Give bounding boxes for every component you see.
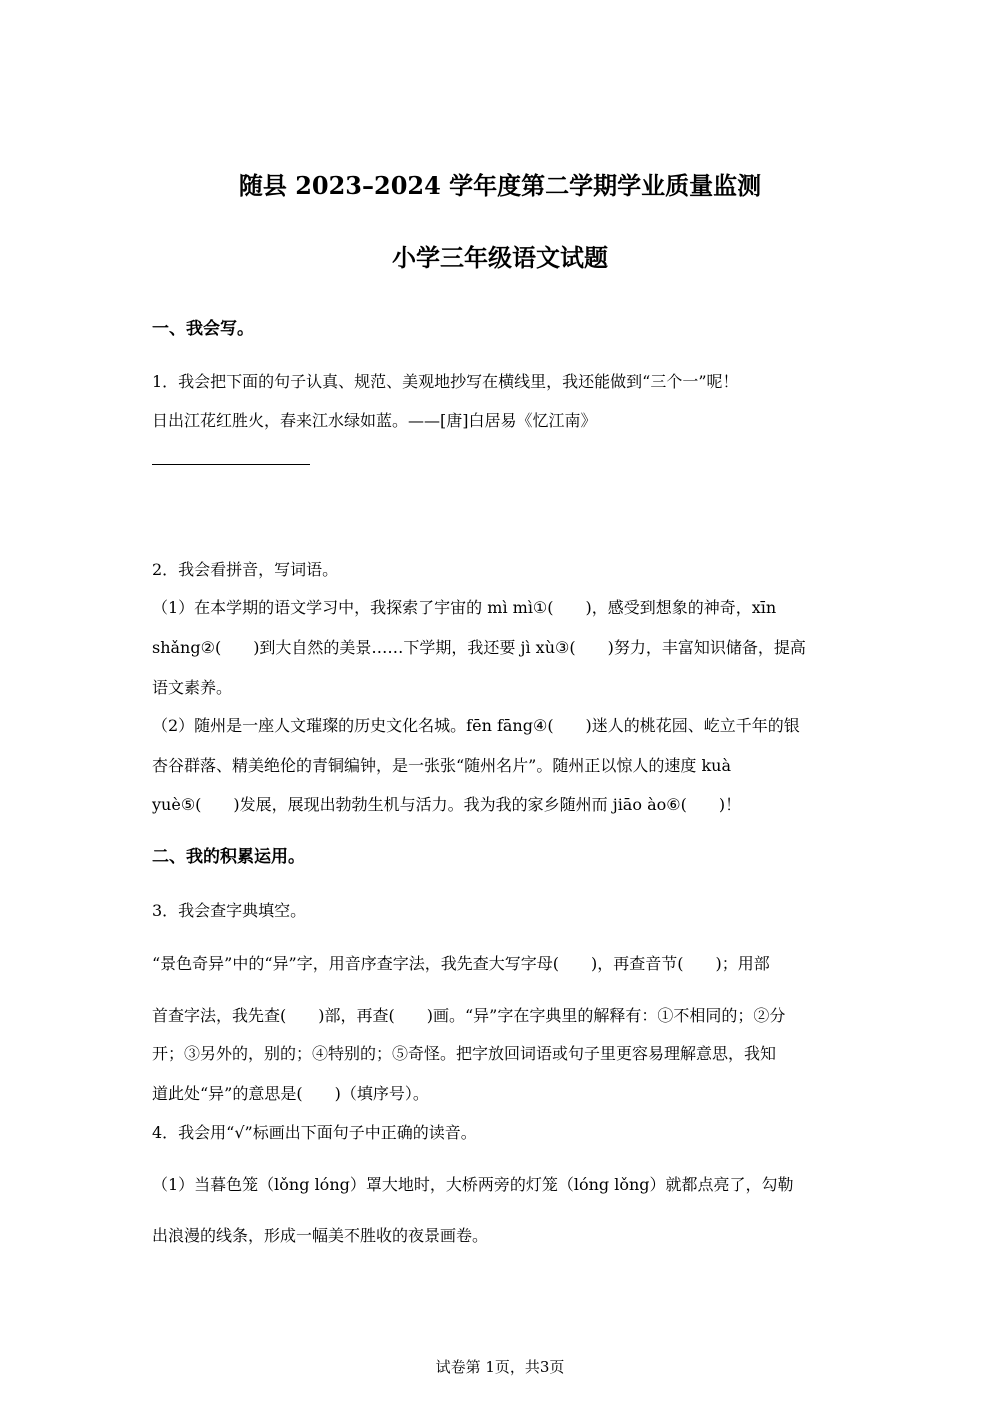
page-footer: 试卷第 1页，共3页 [435, 1358, 565, 1376]
question-2-line-4: （2）随州是一座人文璀璨的历史文化名城。fēn fāng④( )迷人的桃花园、屹立千年的银 [152, 716, 800, 735]
title-line-1: 随县 2023–2024 学年度第二学期学业质量监测 [238, 171, 762, 200]
question-2-prompt: 2．我会看拼音，写词语。 [152, 560, 339, 579]
question-1-prompt: 1．我会把下面的句子认真、规范、美观地抄写在横线里，我还能做到“三个一”呢！ [152, 372, 739, 391]
question-3-prompt: 3．我会查字典填空。 [152, 901, 307, 920]
question-2-line-3: 语文素养。 [152, 678, 233, 697]
answer-line[interactable] [152, 464, 310, 465]
question-1-poem: 日出江花红胜火，春来江水绿如蓝。——[唐]白居易《忆江南》 [152, 411, 597, 430]
question-2-line-1: （1）在本学期的语文学习中，我探索了宇宙的 mì mì①( )，感受到想象的神奇，xīn [152, 598, 777, 617]
question-2-line-5: 杏谷群落、精美绝伦的青铜编钟，是一张张“随州名片”。随州正以惊人的速度 kuà [152, 756, 731, 775]
question-2-line-2: shǎng②( )到大自然的美景……下学期，我还要 jì xù③( )努力，丰富知识储备，提高 [152, 638, 806, 657]
question-3-line-1: “景色奇异”中的“异”字，用音序查字法，我先查大写字母( )，再查音节( )；用部 [152, 954, 770, 973]
section-1-heading: 一、我会写。 [152, 319, 254, 339]
question-3-line-3: 开；③另外的，别的；④特别的；⑤奇怪。把字放回词语或句子里更容易理解意思，我知 [152, 1044, 777, 1063]
title-line-2: 小学三年级语文试题 [392, 243, 608, 272]
section-2-heading: 二、我的积累运用。 [152, 847, 305, 867]
question-3-line-2: 首查字法，我先查( )部，再查( )画。“异”字在字典里的解释有：①不相同的；②分 [152, 1006, 786, 1025]
question-4-line-2: 出浪漫的线条，形成一幅美不胜收的夜景画卷。 [152, 1226, 489, 1245]
question-4-line-1: （1）当暮色笼（lǒng lóng）罩大地时，大桥两旁的灯笼（lóng lǒng）就都点亮了，勾勒 [152, 1175, 794, 1194]
question-3-line-4: 道此处“异”的意思是( )（填序号）。 [152, 1084, 429, 1103]
question-2-line-6: yuè⑤( )发展，展现出勃勃生机与活力。我为我的家乡随州而 jiāo ào⑥( )！ [152, 795, 742, 814]
question-4-prompt: 4．我会用“√”标画出下面句子中正确的读音。 [152, 1123, 477, 1142]
